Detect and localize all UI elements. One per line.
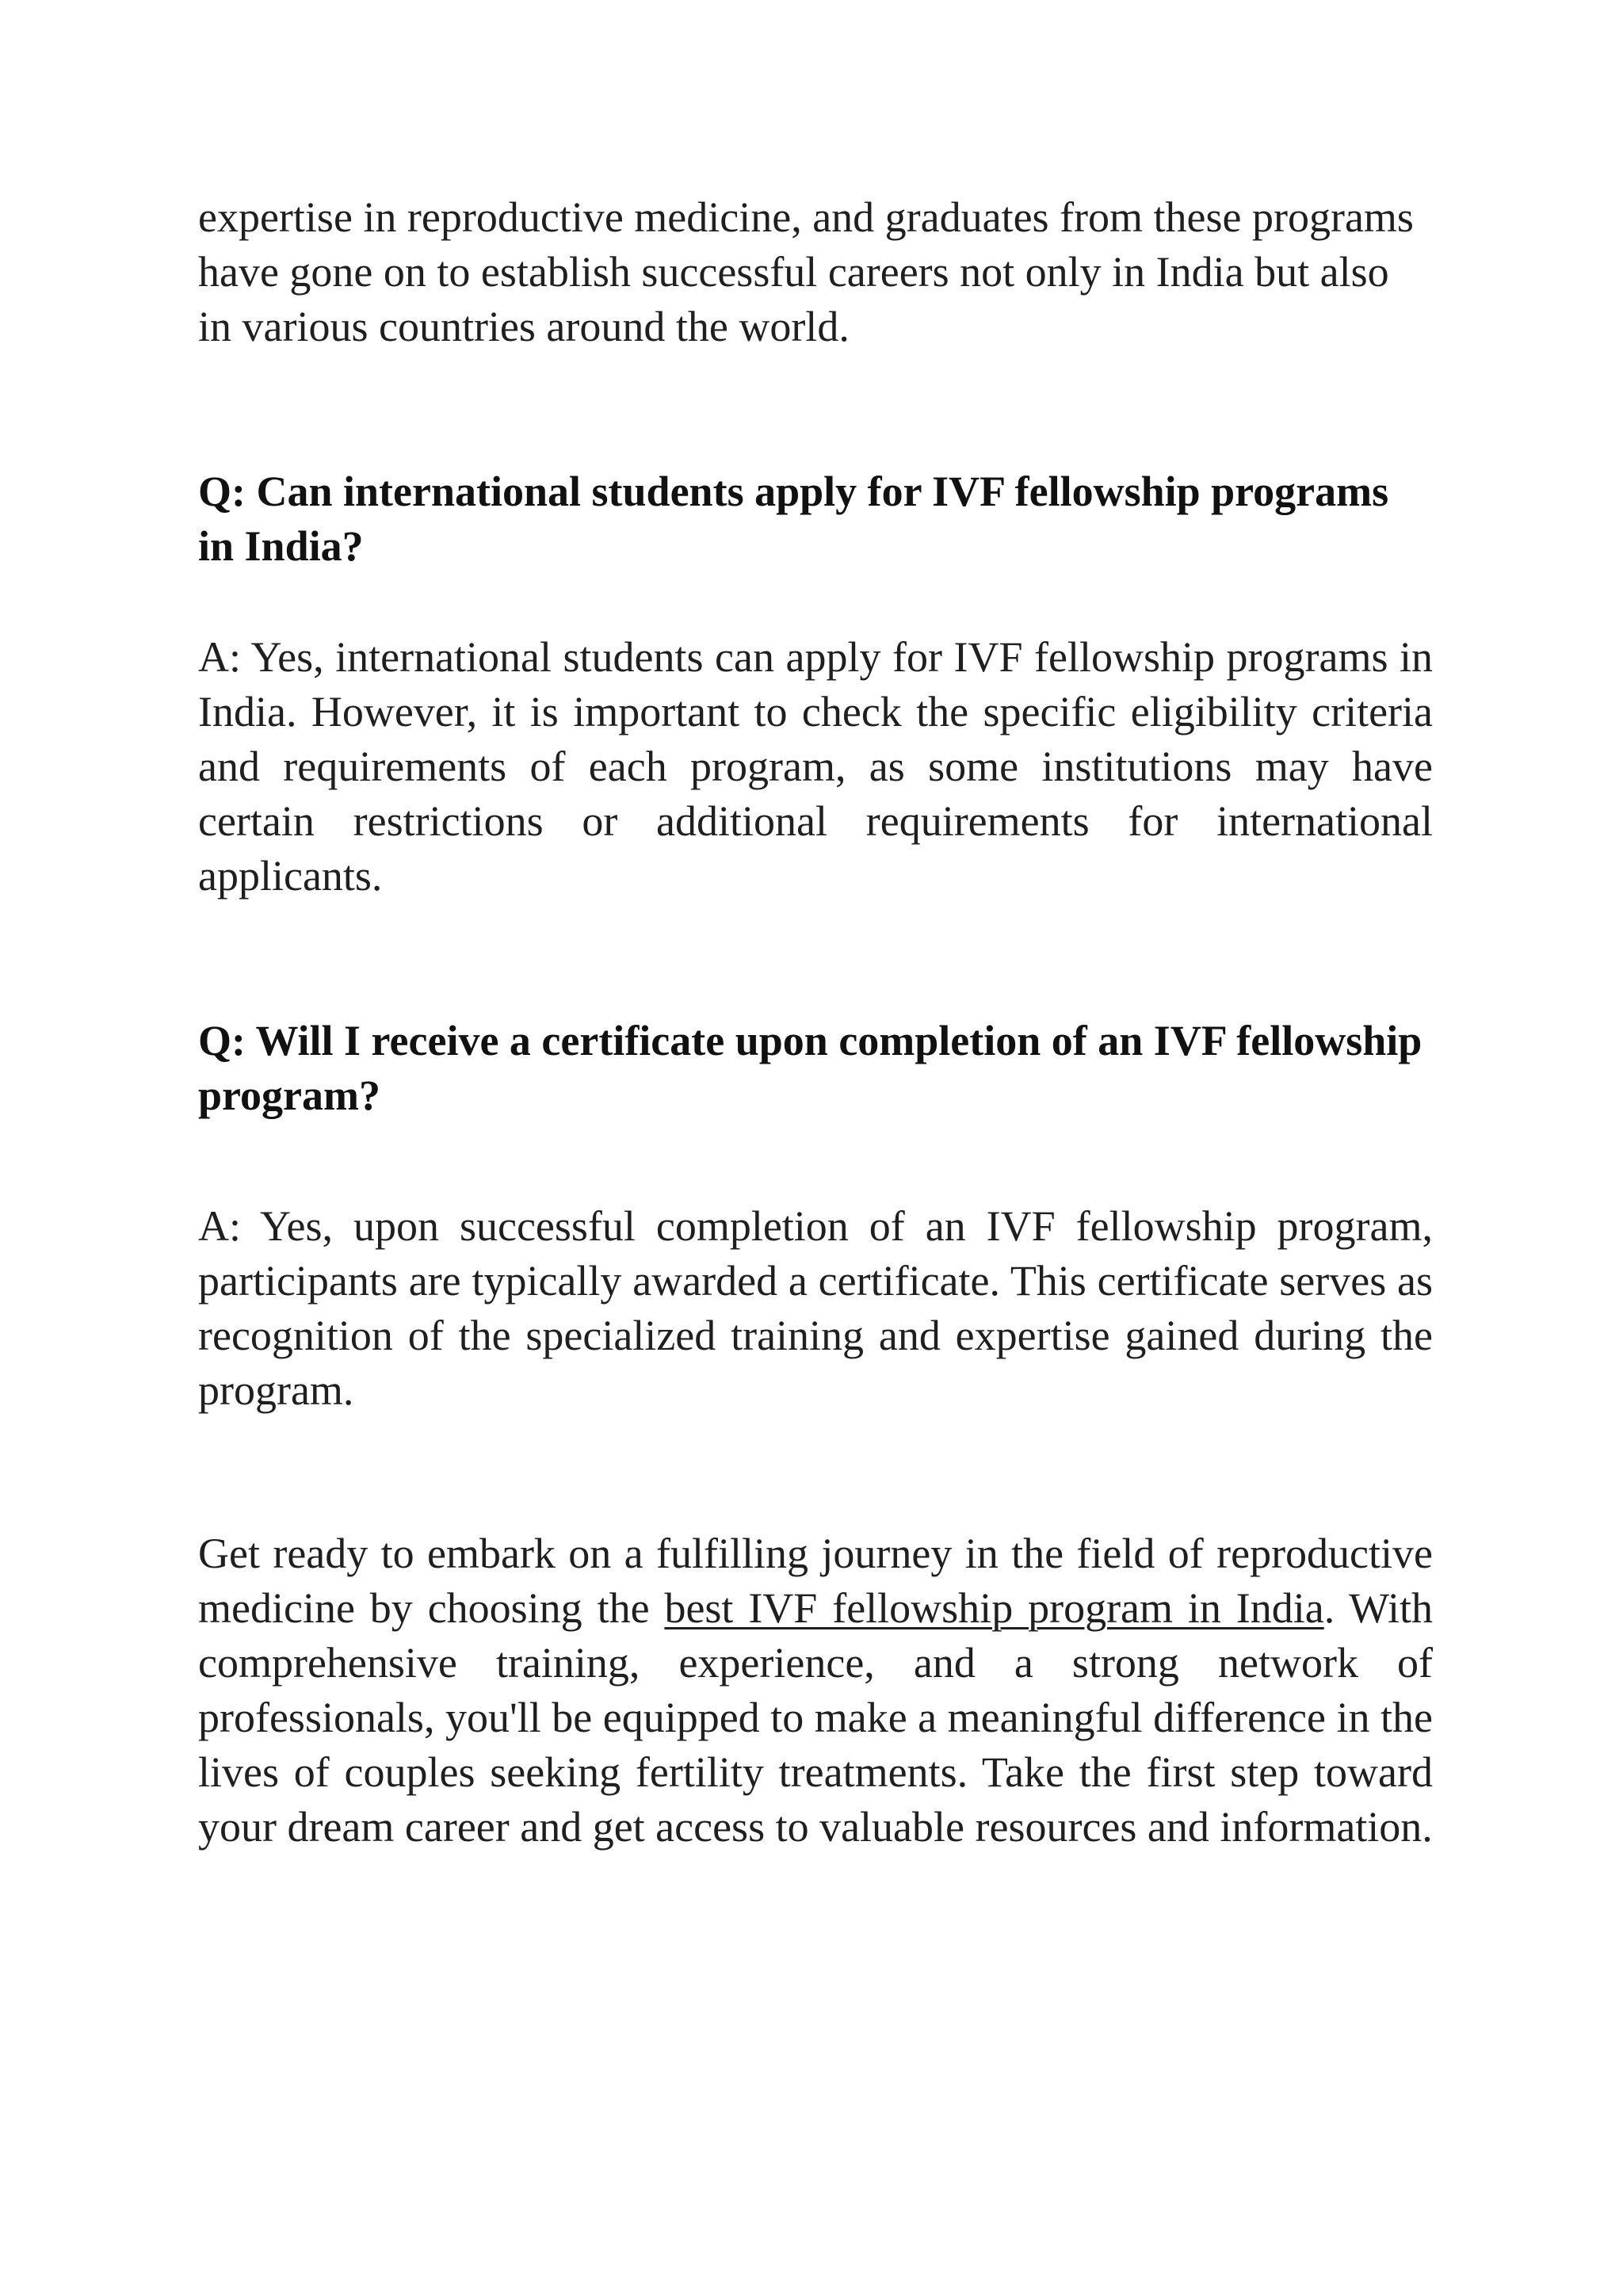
faq-answer-certificate: A: Yes, upon successful completion of an IVF fellowship program, participants are typically awarded a certificate. This certificate serves as recognition of the specialized training and expertise gained during the program. — [198, 1202, 1433, 1414]
faq-question-certificate: Q: Will I receive a certificate upon completion of an IVF fellowship program? — [198, 1017, 1423, 1119]
document-page — [198, 190, 1433, 1855]
best-ivf-fellowship-link[interactable]: best IVF fellowship program in India — [664, 1584, 1324, 1632]
closing-text-after-link: . With comprehensive training, experience, and a strong network of professionals, you'll be equipped to make a meaningful difference in the lives of couples seeking fertility treatments. Take the first step toward your dream career and get access to valuable resources and information. — [198, 1584, 1433, 1851]
intro-paragraph: expertise in reproductive medicine, and graduates from these programs have gone on to establish successful careers not only in India but also in various countries around the world. — [198, 193, 1414, 350]
faq-question-international-students: Q: Can international students apply for IVF fellowship programs in India? — [198, 468, 1389, 570]
closing-text-before-link: Get ready to embark on a fulfilling journey in the field of reproductive medicine by choosing the — [198, 1530, 1433, 1632]
faq-answer-international-students: A: Yes, international students can apply for IVF fellowship programs in India. However, it is important to check the specific eligibility criteria and requirements of each program, as some institutions may have certain restrictions or additional requirements for international applicants. — [198, 633, 1433, 900]
closing-paragraph — [198, 1526, 1433, 1855]
